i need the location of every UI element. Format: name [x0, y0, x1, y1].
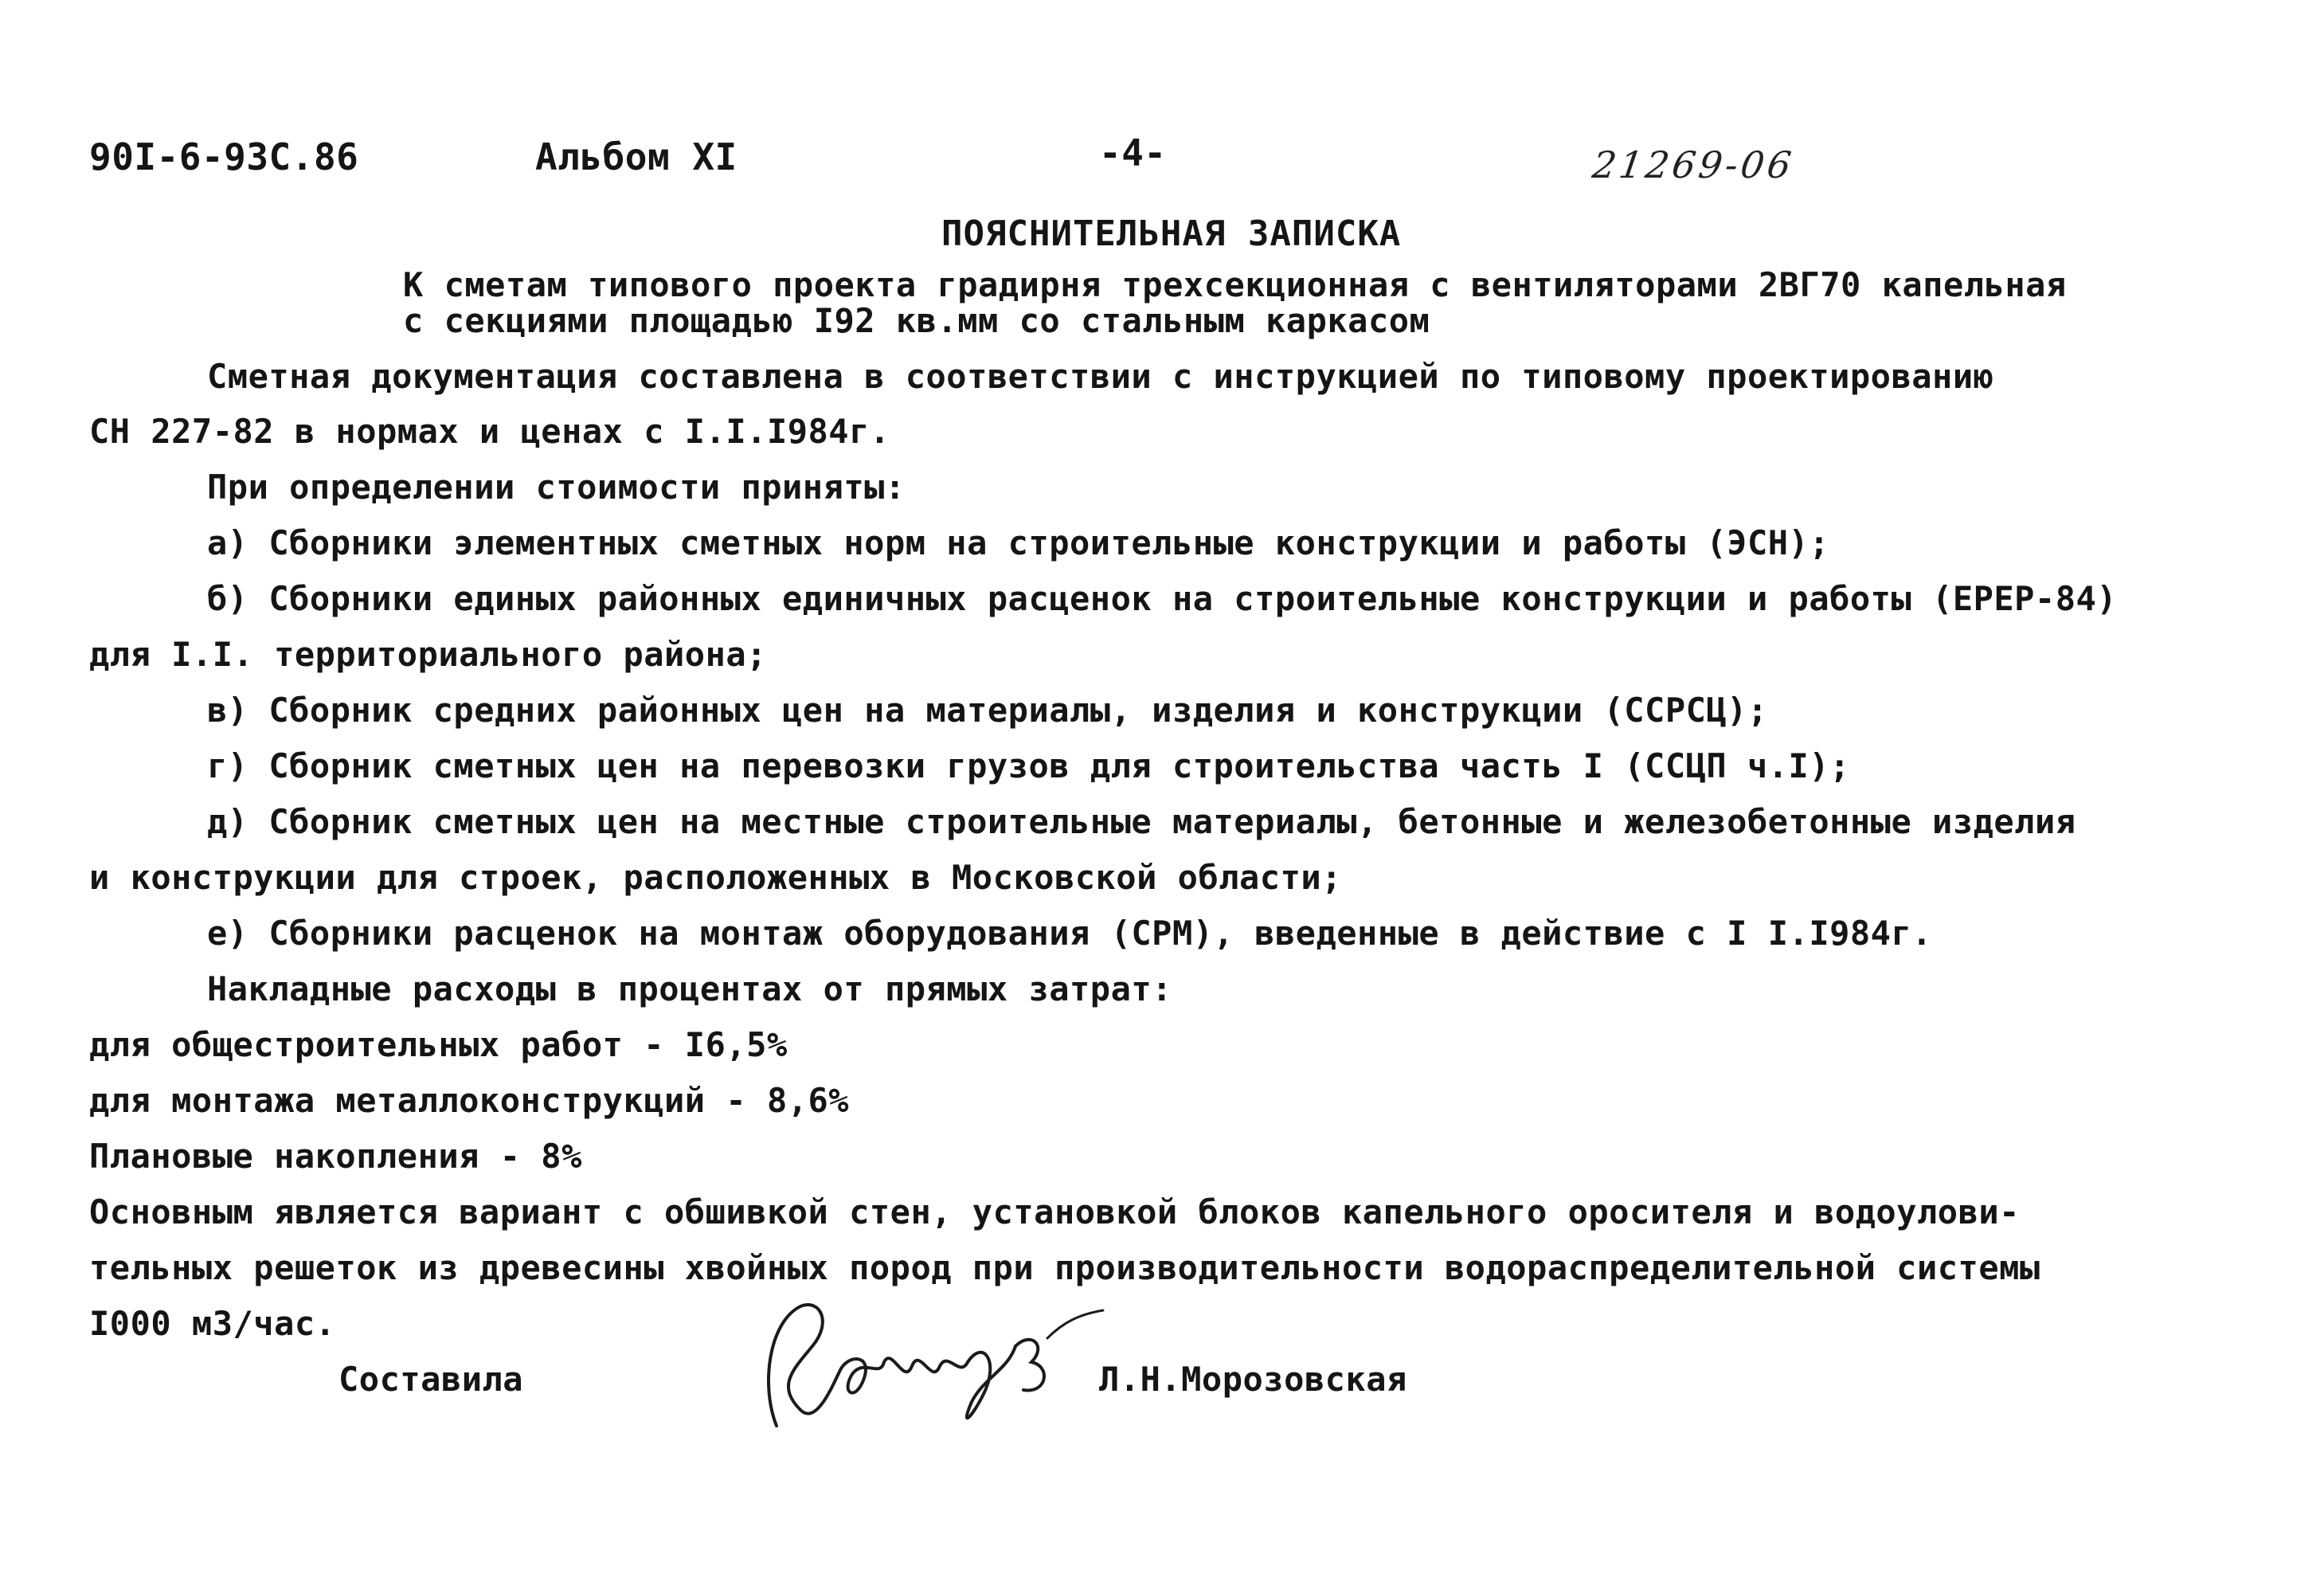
- subtitle-line-1: К сметам типового проекта градирня трехсекционная с вентиляторами 2ВГ70 капельная: [403, 265, 2067, 304]
- body-line-12: Накладные расходы в процентах от прямых затрат:: [207, 969, 1172, 1008]
- body-line-10: и конструкции для строек, расположенных в Московской области;: [89, 858, 1342, 897]
- handwritten-signature: [745, 1290, 1111, 1450]
- body-line-15: Плановые накопления - 8%: [89, 1137, 582, 1176]
- body-line-6: для I.I. территориального района;: [89, 635, 767, 674]
- body-line-2: СН 227-82 в нормах и ценах с I.I.I984г.: [89, 412, 890, 451]
- body-line-4: а) Сборники элементных сметных норм на строительные конструкции и работы (ЭСН);: [207, 523, 1830, 562]
- body-line-16: Основным является вариант с обшивкой стен, установкой блоков капельного оросителя и водоулови-: [89, 1192, 2020, 1231]
- header-album: Альбом XI: [535, 135, 737, 178]
- body-line-9: д) Сборник сметных цен на местные строительные материалы, бетонные и железобетонные изделия: [207, 802, 2076, 841]
- body-line-11: е) Сборники расценок на монтаж оборудования (СРМ), введенные в действие с I I.I984г.: [207, 914, 1933, 953]
- body-line-8: г) Сборник сметных цен на перевозки грузов для строительства часть I (ССЦП ч.I);: [207, 746, 1850, 785]
- header-document-number: 21269-06: [1590, 143, 1798, 186]
- subtitle-line-2: с секциями площадью I92 кв.мм со стальным каркасом: [403, 301, 1430, 340]
- body-line-18: I000 м3/час.: [89, 1304, 336, 1343]
- signature-label: Составила: [338, 1360, 524, 1399]
- body-line-1: Сметная документация составлена в соответствии с инструкцией по типовому проектированию: [207, 357, 1994, 396]
- body-line-3: При определении стоимости приняты:: [207, 468, 906, 507]
- body-line-17: тельных решеток из древесины хвойных пород при производительности водораспределительной системы: [89, 1248, 2040, 1287]
- header-page-number: -4-: [1099, 131, 1167, 174]
- page-title: ПОЯСНИТЕЛЬНАЯ ЗАПИСКА: [941, 213, 1402, 254]
- header-code: 90I-6-93C.86: [89, 135, 359, 178]
- signature-name: Л.Н.Морозовская: [1099, 1360, 1407, 1399]
- body-line-7: в) Сборник средних районных цен на материалы, изделия и конструкции (ССРСЦ);: [207, 691, 1768, 730]
- body-line-14: для монтажа металлоконструкций - 8,6%: [89, 1081, 850, 1120]
- body-line-13: для общестроительных работ - I6,5%: [89, 1025, 788, 1064]
- body-line-5: б) Сборники единых районных единичных расценок на строительные конструкции и работы (ЕРЕР-84): [207, 579, 2118, 618]
